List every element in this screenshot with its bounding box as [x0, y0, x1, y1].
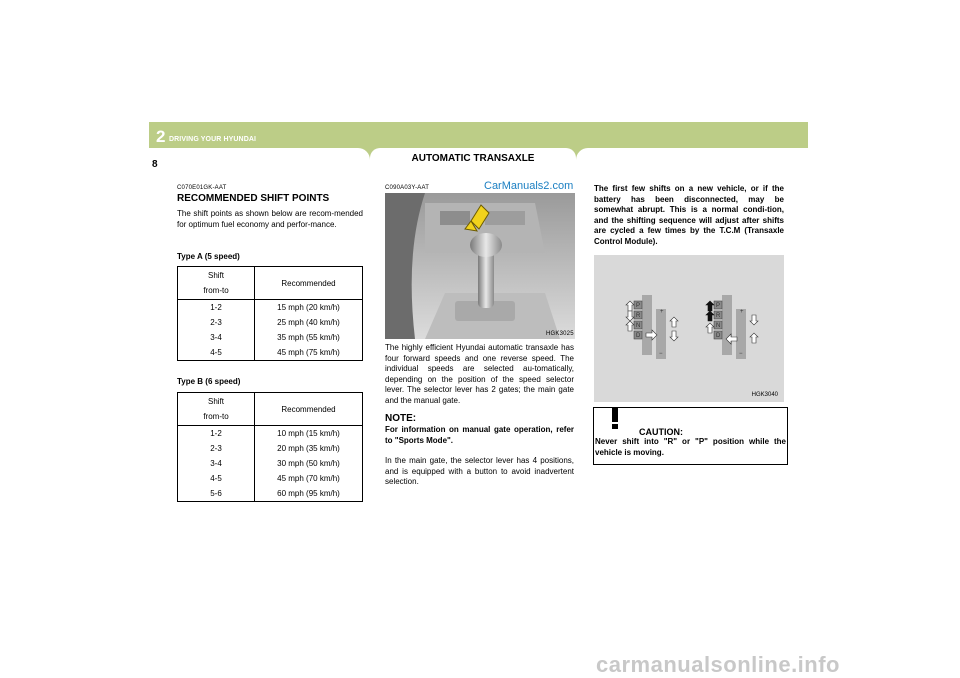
- transaxle-description: The highly efficient Hyundai automatic transaxle has four forward speeds and one reverse speed. The individual speeds are selected au-tomatically, depending on the position of the speed selector lever. The selector lever has 2 gates; the main gate and the manual gate.: [385, 343, 574, 405]
- table-header-shift: Shift from-to: [178, 393, 255, 426]
- caution-title: CAUTION:: [639, 427, 683, 437]
- table-row: 4-5 45 mph (75 km/h): [178, 345, 363, 361]
- minus-label: −: [659, 351, 663, 357]
- plus-label: +: [660, 309, 664, 315]
- plus-label: +: [740, 309, 744, 315]
- gear-selector-illustration: [385, 193, 575, 339]
- gate-label: P: [636, 303, 641, 309]
- gate-label: N: [636, 323, 641, 329]
- section-code: C090A03Y-AAT: [385, 185, 430, 191]
- page-number: 8: [152, 159, 158, 170]
- header-right-cutout: [576, 148, 808, 166]
- table-row: 2-3 20 mph (35 km/h): [178, 441, 363, 456]
- gate-label: R: [636, 313, 641, 319]
- note-heading: NOTE:: [385, 413, 417, 424]
- section-code: C070E01GK-AAT: [177, 185, 227, 191]
- table-header-recommended: Recommended: [255, 393, 363, 426]
- table-row: 5-6 60 mph (95 km/h): [178, 486, 363, 502]
- gate-label: P: [716, 303, 721, 309]
- shift-pattern-illustration: [594, 255, 784, 402]
- gate-label: N: [716, 323, 721, 329]
- main-gate-description: In the main gate, the selector lever has 4 positions, and is equipped with a button to avoid inadvertent selection.: [385, 456, 574, 486]
- minus-label: −: [739, 351, 743, 357]
- shift-points-heading: RECOMMENDED SHIFT POINTS: [177, 193, 330, 204]
- gate-label: R: [716, 313, 721, 319]
- note-text: For information on manual gate operation, refer to "Sports Mode".: [385, 425, 574, 445]
- shift-points-intro: The shift points as shown below are recom-mended for optimum fuel economy and perfor-mance.: [177, 209, 363, 229]
- gate-label: D: [716, 333, 721, 339]
- caution-box: [593, 407, 788, 465]
- footer-watermark: carmanualsonline.info: [596, 652, 840, 677]
- table-row: 3-4 35 mph (55 km/h): [178, 330, 363, 345]
- type-b-table: [177, 392, 363, 502]
- header-left-cutout: [149, 148, 370, 166]
- table-row: 4-5 45 mph (70 km/h): [178, 471, 363, 486]
- photo-code: HGK3025: [546, 331, 574, 337]
- watermark-text: CarManuals2.com: [484, 180, 574, 192]
- chapter-number: 2: [156, 127, 166, 146]
- table-row: 1-2 15 mph (20 km/h): [178, 300, 363, 316]
- topic-title: AUTOMATIC TRANSAXLE: [411, 153, 535, 164]
- table-header-recommended: Recommended: [255, 267, 363, 300]
- shift-pattern-diagram: [594, 255, 784, 402]
- type-b-title: Type B (6 speed): [177, 377, 241, 386]
- type-a-title: Type A (5 speed): [177, 252, 240, 261]
- type-a-table: [177, 266, 363, 361]
- section-title: DRIVING YOUR HYUNDAI: [169, 136, 257, 143]
- table-row: 2-3 25 mph (40 km/h): [178, 315, 363, 330]
- gate-label: D: [636, 333, 641, 339]
- first-shifts-note: The first few shifts on a new vehicle, or if the battery has been disconnected, may be somewhat abrupt. This is a normal condi-tion, and the shifting sequence will adjust after shifts are cycled a few times by the T.C.M (Transaxle Control Module).: [594, 184, 784, 246]
- caution-text: Never shift into "R" or "P" position while the vehicle is moving.: [595, 437, 786, 457]
- table-row: 3-4 30 mph (50 km/h): [178, 456, 363, 471]
- diagram-code: HGK3040: [751, 392, 778, 398]
- gear-selector-photo: [385, 193, 575, 339]
- table-row: 1-2 10 mph (15 km/h): [178, 426, 363, 442]
- table-header-shift: Shift from-to: [178, 267, 255, 300]
- exclamation-icon: [604, 407, 626, 429]
